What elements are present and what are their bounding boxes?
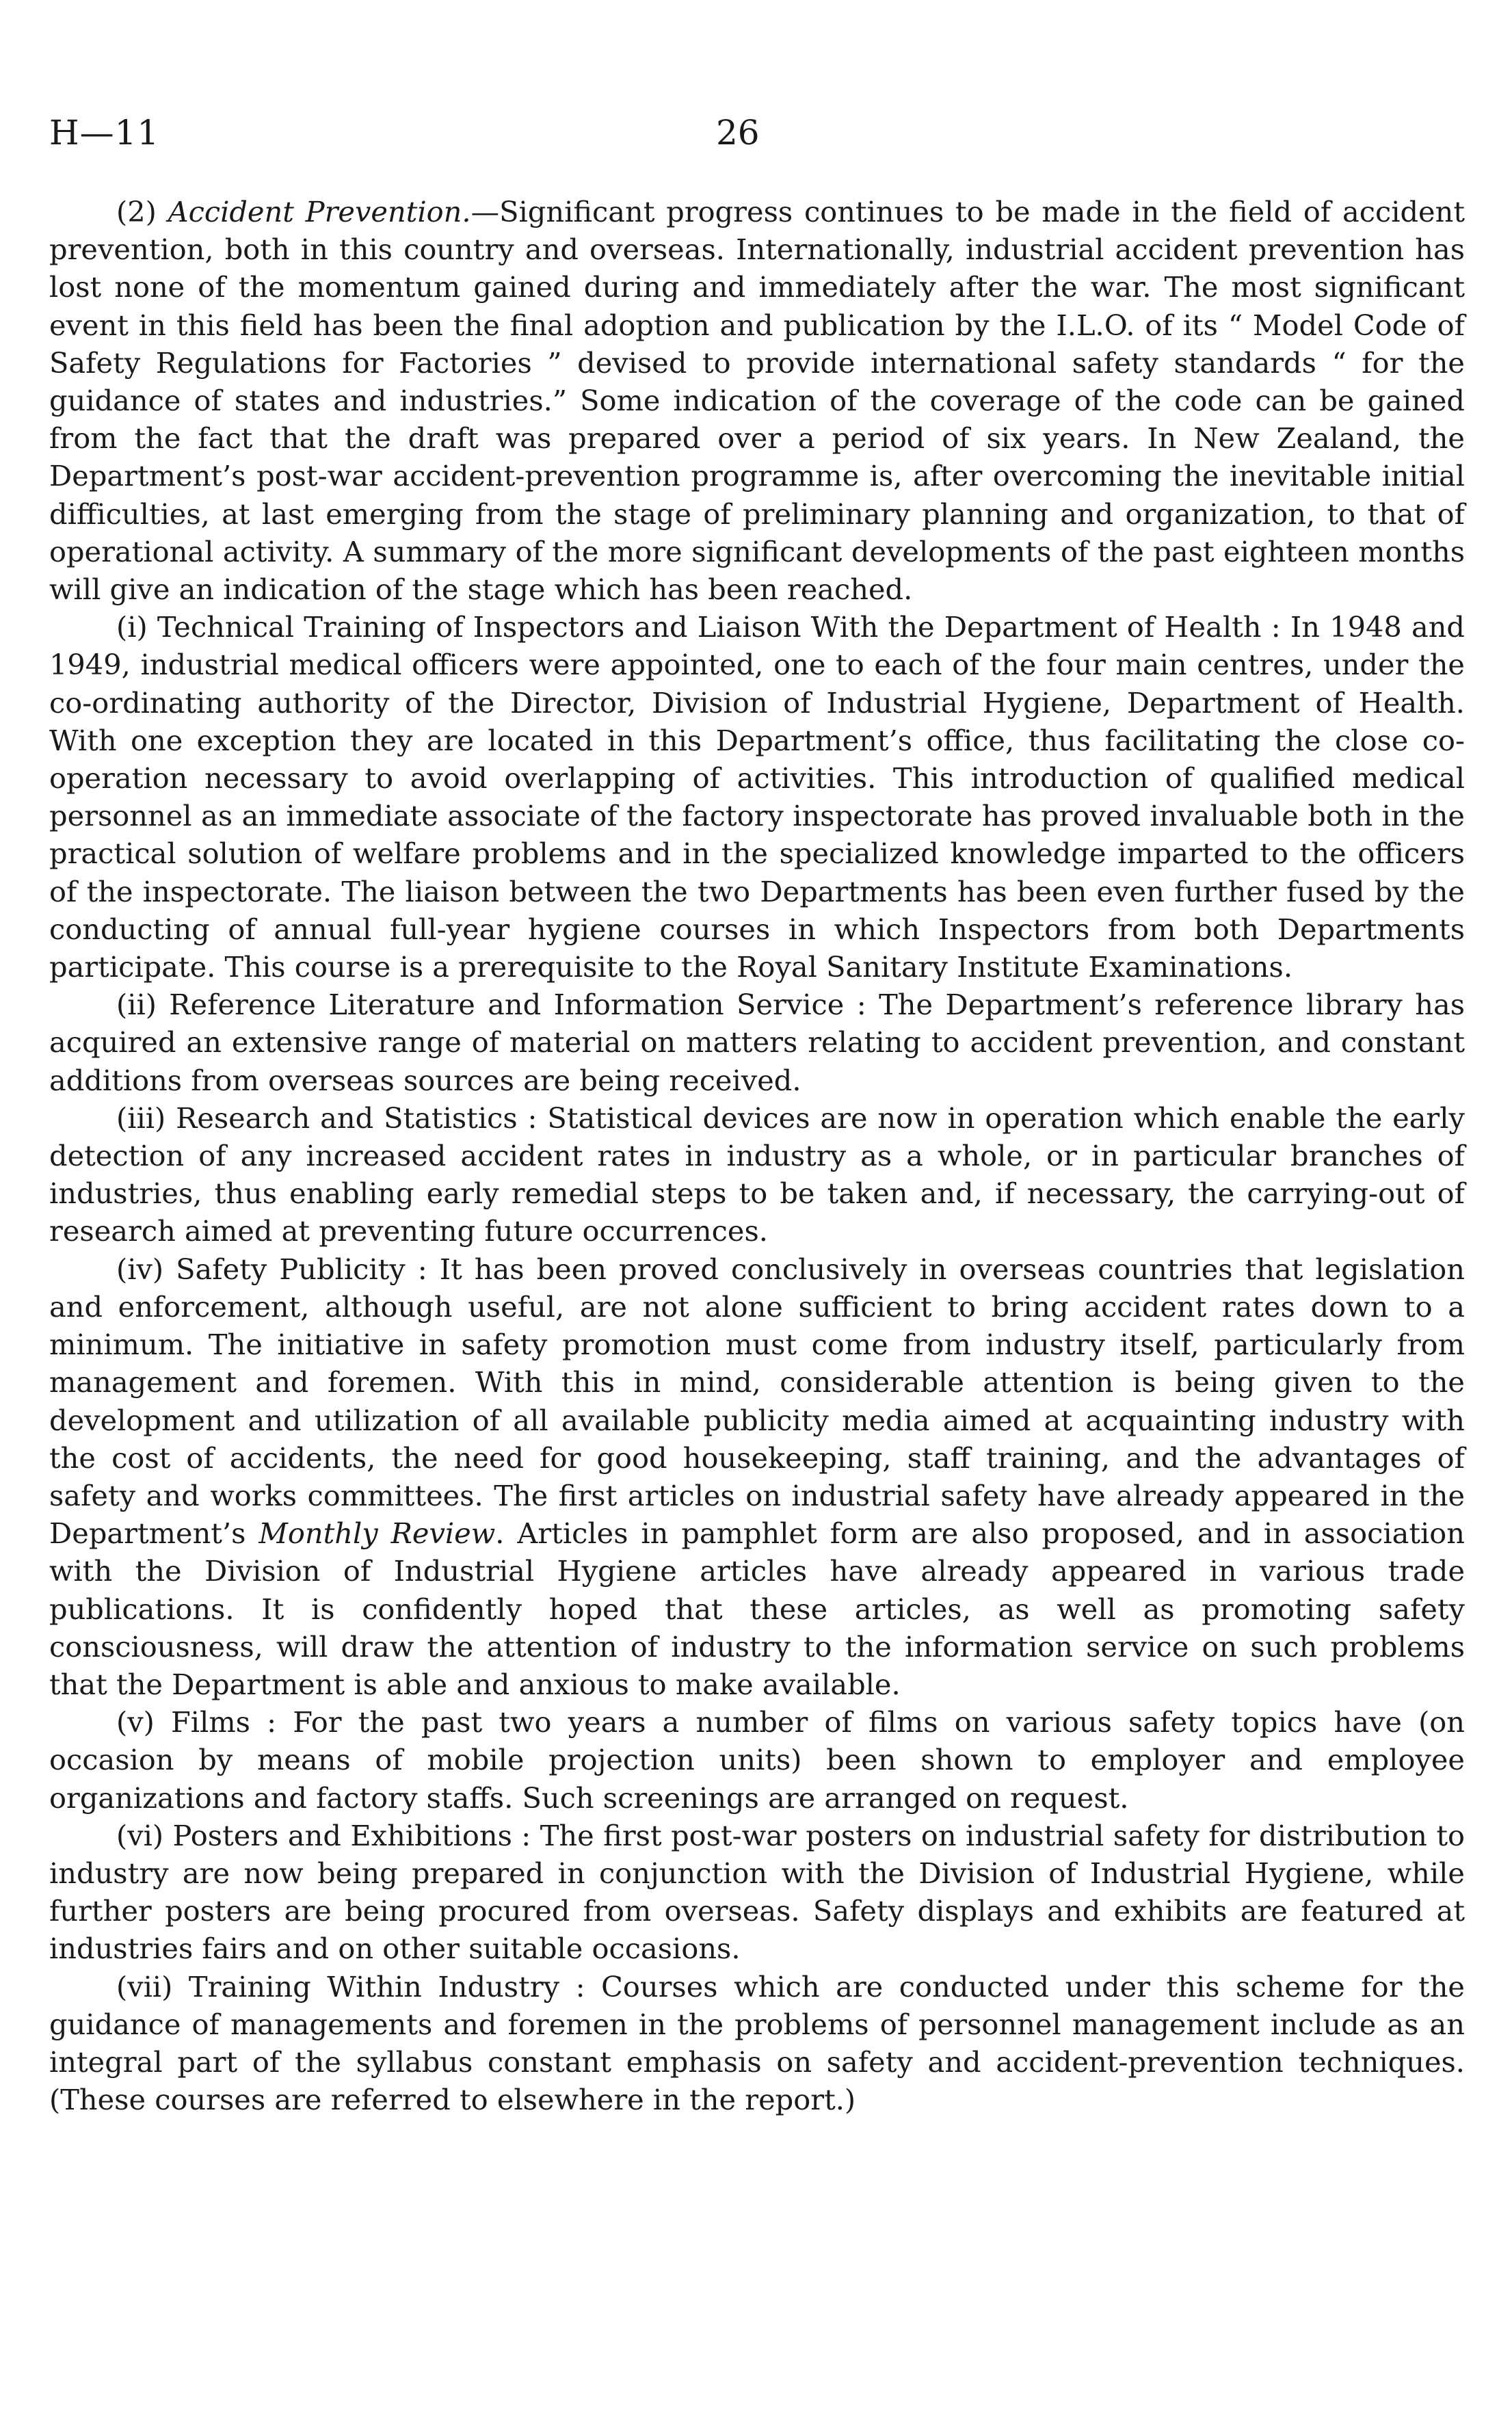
- page-number: 26: [716, 113, 760, 153]
- item-text-after: . Articles in pamphlet form are also proposed, and in association with the Division of Industrial Hygiene articles have already appeared in various trade publications. It is confidently hoped that these articles, as well as promoting safety consciousness, will draw the attention of industry to the information service on such problems that the Department is able and anxious to make available.: [49, 1516, 1465, 1701]
- item-text: (iii) Research and Statistics : Statistical devices are now in operation which enable the early detection of any increased accident rates in industry as a whole, or in particular branches of industries, thus enabling early remedial steps to be taken and, if necessary, the carrying-out of research aimed at preventing future occurrences.: [49, 1101, 1465, 1248]
- publication-title: Monthly Review: [258, 1516, 496, 1551]
- section-title: Accident Prevention.: [168, 195, 471, 228]
- document-reference: H—11: [49, 113, 160, 153]
- item-text: (vii) Training Within Industry : Courses which are conducted under this scheme for the guidance of managements and foremen in the problems of personnel management include as an integral part of the syllabus constant emphasis on safety and accident-prevention techniques. (These courses are referred to elsewhere in the report.): [49, 1969, 1465, 2117]
- section-intro-text: —Significant progress continues to be made in the field of accident prevention, both in this country and overseas. Internationally, industrial accident prevention has lost none of the momentum gained during and immediately after the war. The most significant event in this field has been the final adoption and publication by the I.L.O. of its “ Model Code of Safety Regulations for Factories ” devised to provide international safety standards “ for the guidance of states and industries.” Some indication of the coverage of the code can be gained from the fact that the draft was prepared over a period of six years. In New Zealand, the Department’s post-war accident-prevention programme is, after overcoming the inevitable initial difficulties, at last emerging from the stage of preliminary planning and organization, to that of operational activity. A summary of the more significant developments of the past eighteen months will give an indication of the stage which has been reached.: [49, 195, 1465, 607]
- section-number: (2): [116, 195, 157, 228]
- item-paragraph-vi: [49, 1817, 1465, 1968]
- page-header: [49, 113, 1465, 168]
- item-paragraph-iii: [49, 1099, 1465, 1250]
- item-paragraph-iv: [49, 1250, 1465, 1703]
- item-text: (v) Films : For the past two years a number of films on various safety topics have (on occasion by means of mobile projection units) been shown to employer and employee organizations and factory staffs. Such screenings are arranged on request.: [49, 1705, 1465, 1815]
- item-paragraph-v: [49, 1703, 1465, 1817]
- section-intro-paragraph: [49, 193, 1465, 608]
- item-text: (ii) Reference Literature and Information Service : The Department’s reference library has acquired an extensive range of material on matters relating to accident prevention, and constant additions from overseas sources are being received.: [49, 988, 1465, 1097]
- item-text: (vi) Posters and Exhibitions : The first post-war posters on industrial safety for distribution to industry are now being prepared in conjunction with the Division of Industrial Hygiene, while further posters are being procured from overseas. Safety displays and exhibits are featured at industries fairs and on other suitable occasions.: [49, 1818, 1465, 1966]
- item-paragraph-vii: [49, 1968, 1465, 2119]
- item-paragraph-ii: [49, 986, 1465, 1099]
- item-text-before: (iv) Safety Publicity : It has been proved conclusively in overseas countries that legislation and enforcement, although useful, are not alone sufficient to bring accident rates down to a minimum. The initiative in safety promotion must come from industry itself, particularly from management and foremen. With this in mind, considerable attention is being given to the development and utilization of all available publicity media aimed at acquainting industry with the cost of accidents, the need for good housekeeping, staff training, and the advantages of safety and works committees. The first articles on industrial safety have already appeared in the Department’s: [49, 1252, 1465, 1551]
- item-text: (i) Technical Training of Inspectors and Liaison With the Department of Health : In 1948 and 1949, industrial medical officers were appointed, one to each of the four main centres, under the co-ordinating authority of the Director, Division of Industrial Hygiene, Department of Health. With one exception they are located in this Department’s office, thus facilitating the close co-operation necessary to avoid overlapping of activities. This introduction of qualified medical personnel as an immediate associate of the factory inspectorate has proved invaluable both in the practical solution of welfare problems and in the specialized knowledge imparted to the officers of the inspectorate. The liaison between the two Departments has been even further fused by the conducting of annual full-year hygiene courses in which Inspectors from both Departments participate. This course is a prerequisite to the Royal Sanitary Institute Examinations.: [49, 610, 1465, 984]
- item-paragraph-i: [49, 608, 1465, 986]
- body-text: [49, 193, 1465, 2118]
